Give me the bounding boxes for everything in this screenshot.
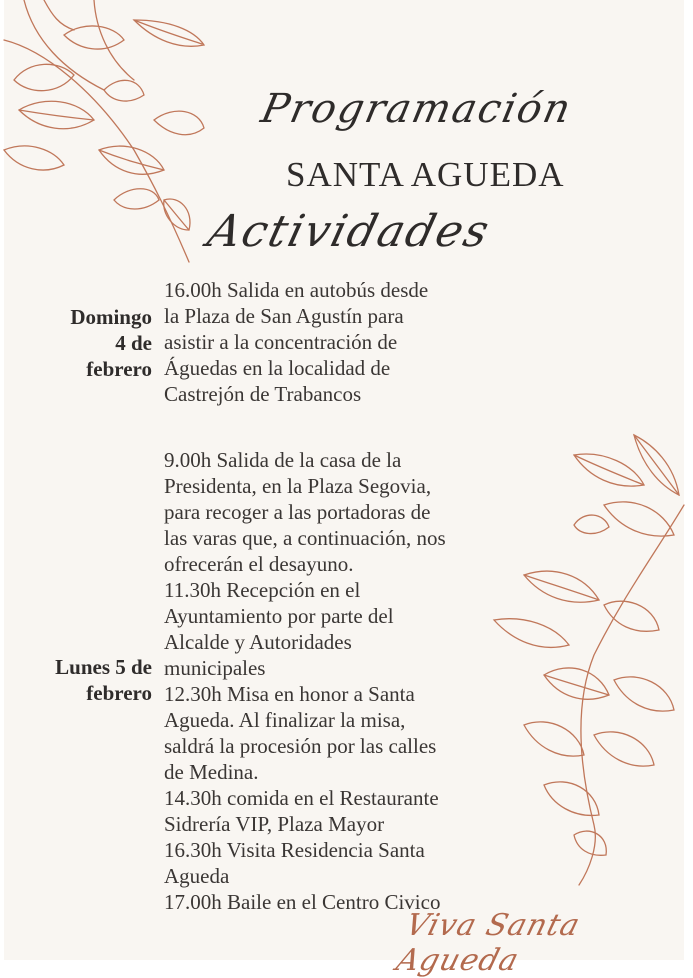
event-line: ofrecerán el desayuno. — [164, 552, 354, 576]
event-line: Alcalde y Autoridades — [164, 630, 352, 654]
event-line: 16.30h Visita Residencia Santa — [164, 838, 425, 862]
signature-viva-santa-agueda: Viva Santa Agueda — [392, 908, 585, 978]
event-line: 14.30h comida en el Restaurante — [164, 786, 439, 810]
day-label-domingo: Domingo 4 de febrero — [70, 305, 152, 381]
event-line: Presidenta, en la Plaza Segovia, — [164, 474, 432, 498]
event-line: Ayuntamiento por parte del — [164, 604, 394, 628]
event-line: para recoger a las portadoras de — [164, 500, 431, 524]
event-line: Agueda. Al finalizar la misa, — [164, 708, 406, 732]
event-line: 12.30h Misa en honor a Santa — [164, 682, 415, 706]
poster — [4, 0, 684, 978]
event-line: 11.30h Recepción en el — [164, 578, 361, 602]
event-line: Sidrería VIP, Plaza Mayor — [164, 812, 385, 836]
event-line: 17.00h Baile en el Centro Civico — [164, 890, 441, 914]
event-line: municipales — [164, 656, 266, 680]
event-line: de Medina. — [164, 760, 259, 784]
event-line: Castrejón de Trabancos — [164, 382, 362, 406]
day-events-domingo — [164, 277, 428, 407]
floral-top-left-icon — [4, 0, 224, 270]
event-line: saldrá la procesión por las calles — [164, 734, 437, 758]
floral-right-icon — [484, 425, 684, 895]
title-programacion: Programación — [257, 86, 577, 132]
event-line: asistir a la concentración de — [164, 330, 398, 354]
event-line: 9.00h Salida de la casa de la — [164, 448, 402, 472]
event-line: Águedas en la localidad de — [164, 356, 391, 380]
event-line: 16.00h Salida en autobús desde — [164, 278, 429, 302]
title-actividades: Actividades — [202, 206, 496, 257]
event-line: Agueda — [164, 864, 230, 888]
event-line: la Plaza de San Agustín para — [164, 304, 404, 328]
title-santa-agueda: SANTA AGUEDA — [286, 155, 565, 194]
day-label-lunes: Lunes 5 de febrero — [55, 655, 152, 705]
event-line: las varas que, a continuación, nos — [164, 526, 446, 550]
day-events-lunes — [164, 447, 446, 915]
